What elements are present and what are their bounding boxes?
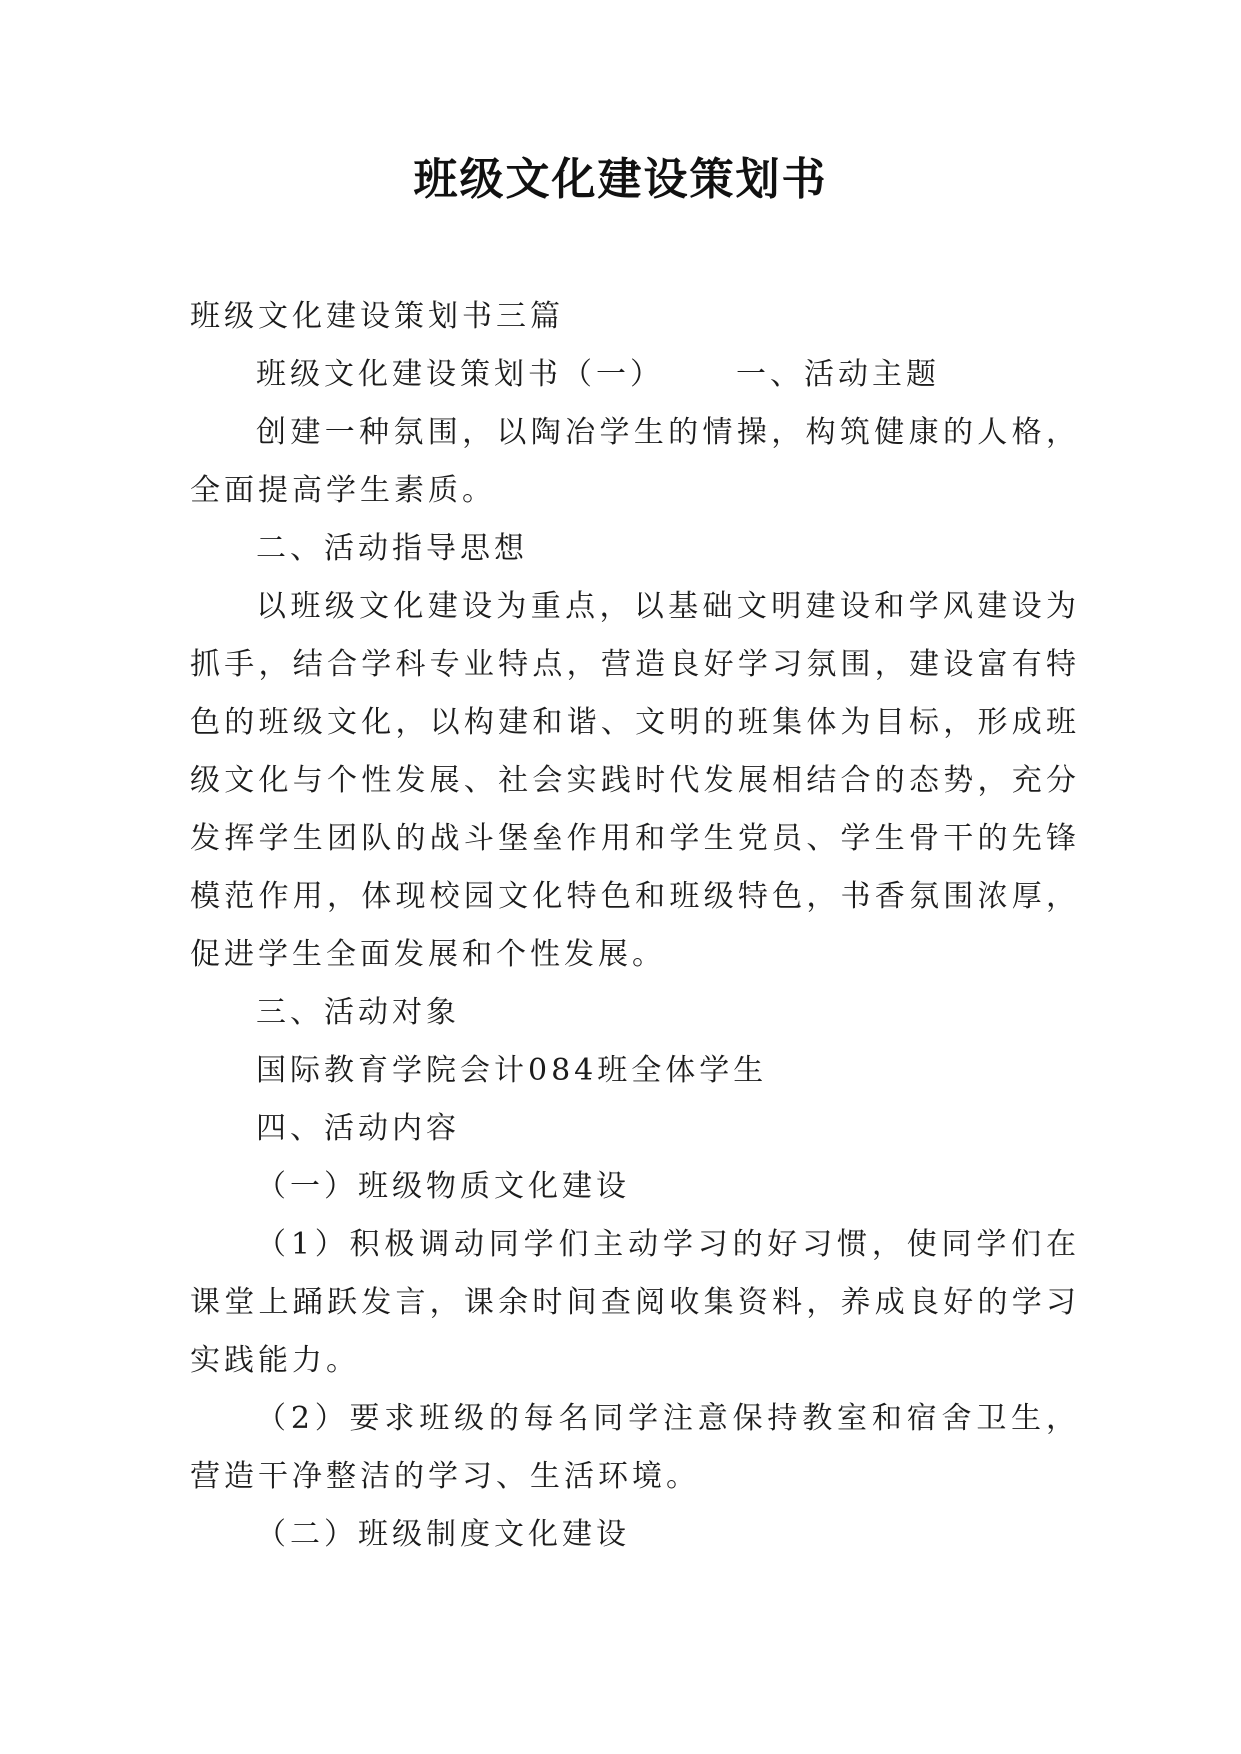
item-1-paragraph: （1）积极调动同学们主动学习的好习惯，使同学们在课堂上踊跃发言，课余时间查阅收集资料，养成良好的学习实践能力。 <box>190 1227 1080 1378</box>
section-4-heading: 四、活动内容 <box>256 1111 460 1146</box>
section-2-heading: 二、活动指导思想 <box>256 531 528 566</box>
subsection-1-heading: （一）班级物质文化建设 <box>256 1169 630 1204</box>
section-3-heading: 三、活动对象 <box>256 995 460 1030</box>
section-3-body: 国际教育学院会计084班全体学生 <box>256 1053 768 1088</box>
document-body <box>190 288 1080 1564</box>
section-1-body: 创建一种氛围，以陶冶学生的情操，构筑健康的人格，全面提高学生素质。 <box>190 415 1080 508</box>
document-subtitle: 班级文化建设策划书三篇 <box>190 299 564 334</box>
document-title: 班级文化建设策划书 <box>413 154 828 205</box>
section-2-body: 以班级文化建设为重点，以基础文明建设和学风建设为抓手，结合学科专业特点，营造良好学习氛围，建设富有特色的班级文化，以构建和谐、文明的班集体为目标，形成班级文化与个性发展、社会实践时代发展相结合的态势，充分发挥学生团队的战斗堡垒作用和学生党员、学生骨干的先锋模范作用，体现校园文化特色和班级特色，书香氛围浓厚，促进学生全面发展和个性发展。 <box>190 589 1080 972</box>
item-2-paragraph: （2）要求班级的每名同学注意保持教室和宿舍卫生，营造干净整洁的学习、生活环境。 <box>190 1401 1080 1494</box>
subsection-2-heading: （二）班级制度文化建设 <box>256 1517 630 1552</box>
section-1-heading: 一、活动主题 <box>736 357 940 392</box>
part-one-line <box>190 346 1080 404</box>
part-one-heading: 班级文化建设策划书（一） <box>256 357 664 392</box>
